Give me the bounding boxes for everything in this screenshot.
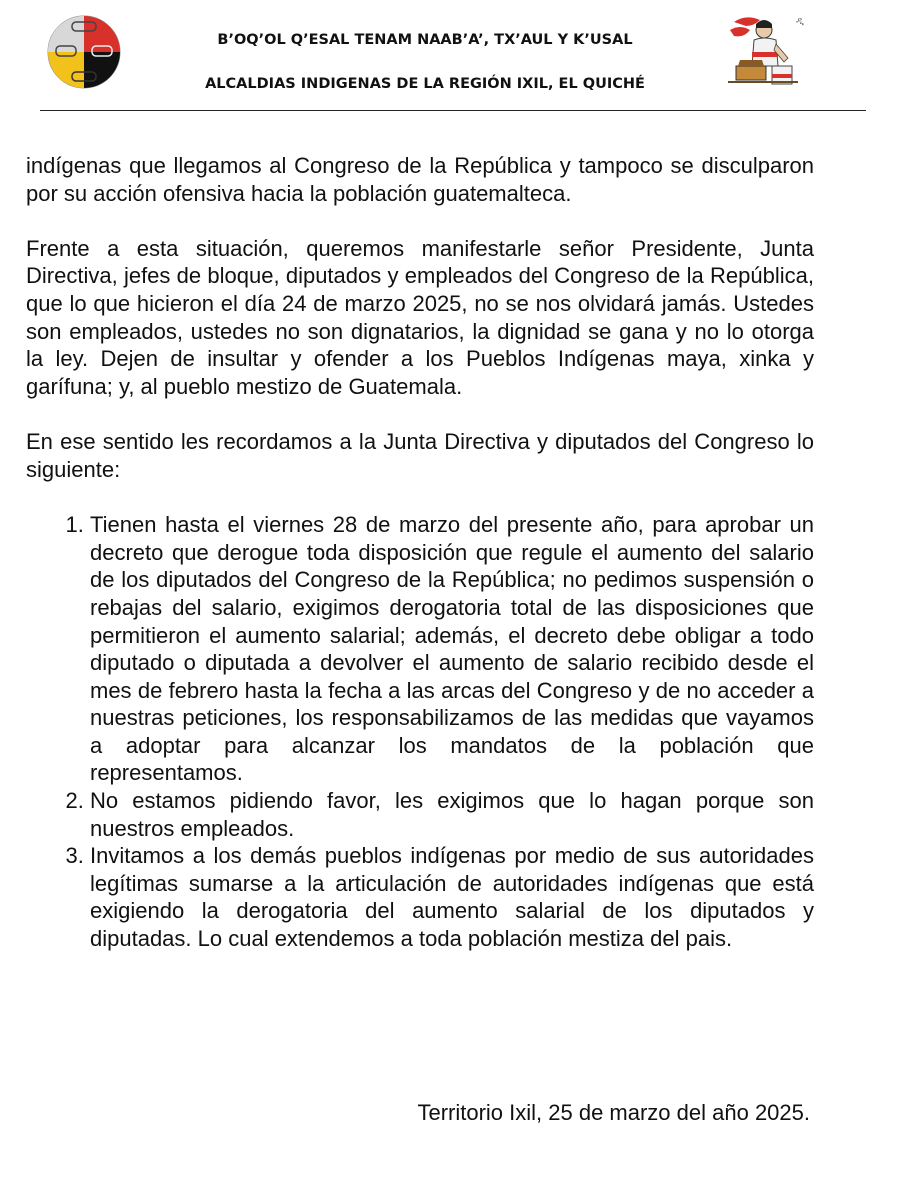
list-item: 2. No estamos pidiendo favor, les exigimos que lo hagan porque son nuestros empleados.: [90, 787, 814, 842]
list-item: 1. Tienen hasta el viernes 28 de marzo del presente año, para aprobar un decreto que derogue toda disposición que regule el aumento del salario de los diputados del Congreso de la República; no pedimos suspensión o rebajas del salario, exigimos derogatoria total de las disposiciones que permitieron el aumento salarial; además, el decreto debe obligar a todo diputado o diputada a devolver el aumento de salario recibido desde el mes de febrero hasta la fecha a las arcas del Congreso y de no acceder a nuestras peticiones, los responsabilizamos de las medidas que vayamos a adoptar para alcanzar los mandatos de la población que representamos.: [90, 511, 814, 787]
header-title-line-2: ALCALDIAS INDIGENAS DE LA REGIÓN IXIL, EL QUICHÉ: [205, 76, 645, 92]
header-divider: [40, 110, 866, 111]
svg-text:ዲ: ዲ: [796, 16, 804, 27]
paragraph: En ese sentido les recordamos a la Junta Directiva y diputados del Congreso lo siguiente:: [26, 428, 814, 482]
list-item: 3. Invitamos a los demás pueblos indígenas por medio de sus autoridades legítimas sumarse a la articulación de autoridades indígenas que está exigiendo la derogatoria del aumento salarial de los diputados y diputadas. Lo cual extendemos a toda población mestiza del pais.: [90, 842, 814, 952]
demands-list: [26, 511, 814, 953]
letter-body: [26, 152, 814, 953]
place-date-signature: Territorio Ixil, 25 de marzo del año 2025.: [417, 1100, 810, 1125]
paragraph: Frente a esta situación, queremos manifestarle señor Presidente, Junta Directiva, jefes de bloque, diputados y empleados del Congreso de la República, que lo que hicieron el día 24 de marzo 2025, no se nos olvidará jamás. Ustedes son empleados, ustedes no son dignatarios, la dignidad se gana y no lo otorga la ley. Dejen de insultar y ofender a los Pueblos Indígenas maya, xinka y garífuna; y, al pueblo mestizo de Guatemala.: [26, 235, 814, 399]
indigenous-figure-emblem-icon: [716, 8, 808, 94]
header-title-line-1: B’OQ’OL Q’ESAL TENAM NAAB’A’, TX’AUL Y K’USAL: [217, 32, 633, 48]
letterhead: [0, 0, 910, 115]
paragraph: indígenas que llegamos al Congreso de la República y tampoco se disculparon por su acción ofensiva hacia la población guatemalteca.: [26, 153, 814, 206]
four-color-circle-emblem-icon: [46, 14, 122, 90]
